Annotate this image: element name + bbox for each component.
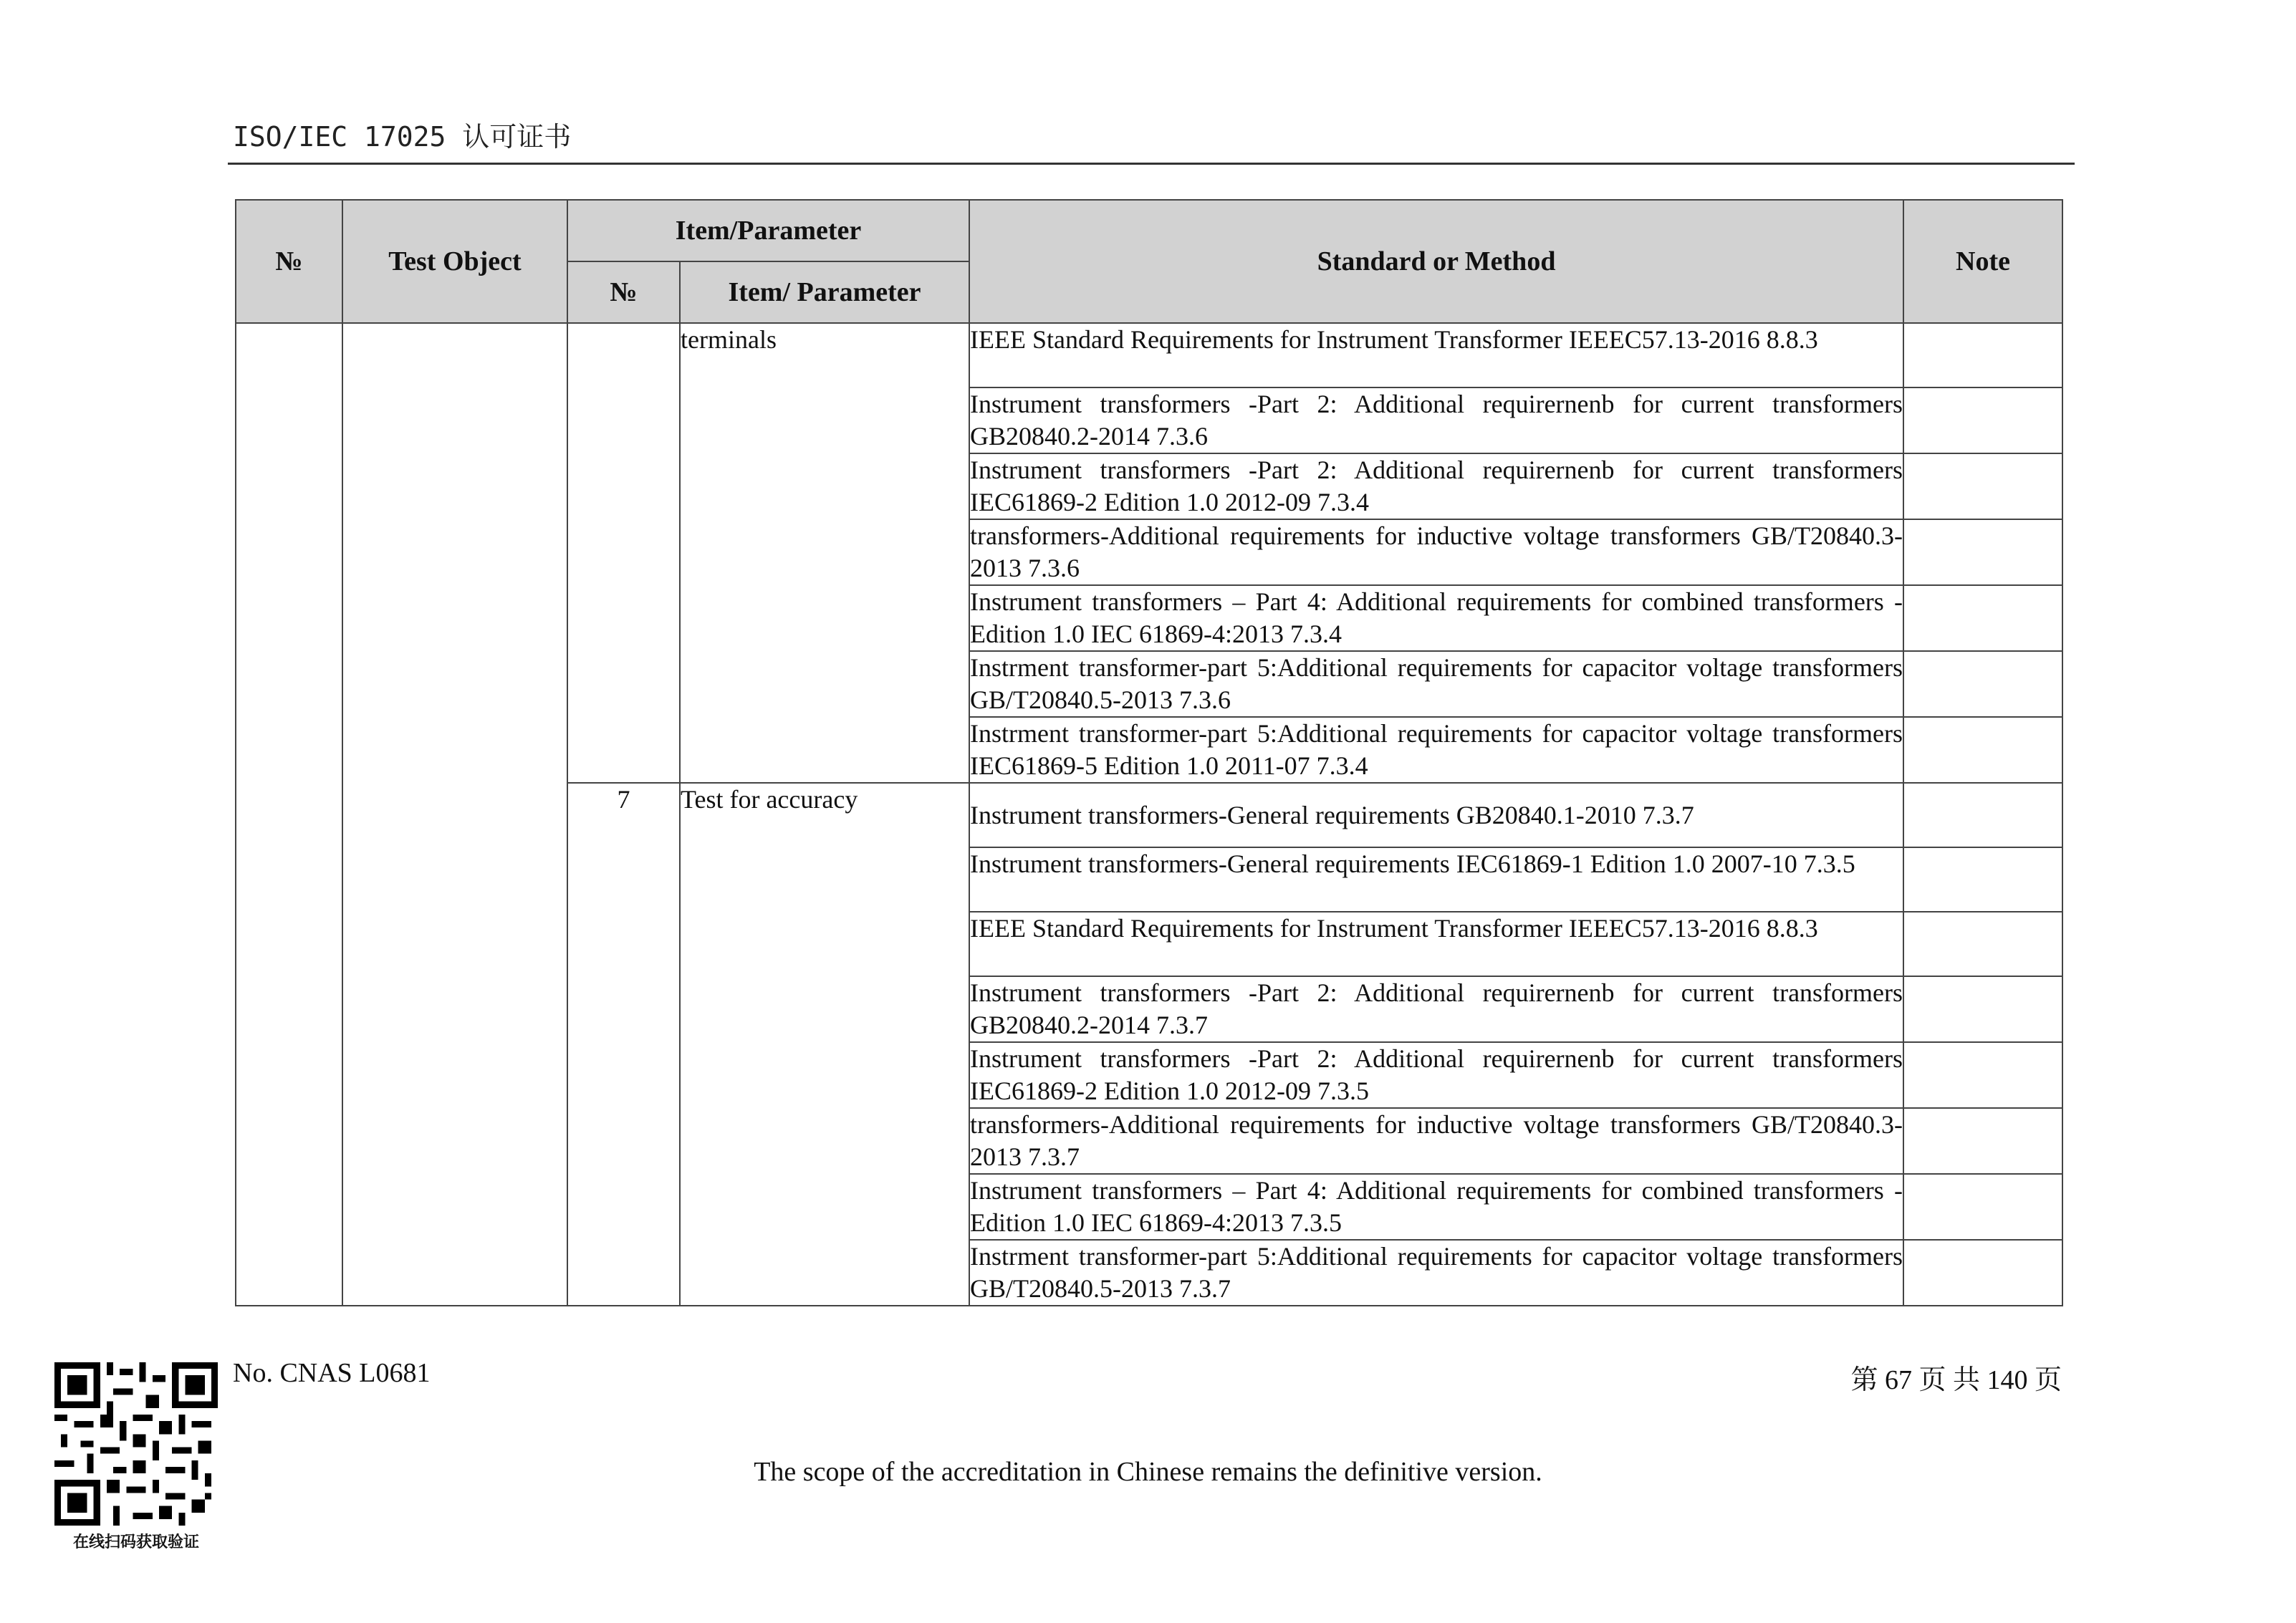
col-header-sub-item: Item/ Parameter [680, 261, 969, 323]
cell-note [1903, 519, 2062, 585]
col-header-note: Note [1903, 200, 2062, 323]
col-header-no: № [236, 200, 342, 323]
cell-standard: transformers-Additional requirements for inductive voltage transformers GB/T20840.3-2013 7.3.6 [969, 519, 1903, 585]
cell-standard: Instrument transformers – Part 4: Additional requirements for combined transformers - Edition 1.0 IEC 61869-4:2013 7.3.5 [969, 1174, 1903, 1240]
certificate-number: No. CNAS L0681 [233, 1358, 431, 1388]
cell-sub-no [567, 323, 680, 783]
cell-standard: Instrument transformers – Part 4: Additional requirements for combined transformers - Edition 1.0 IEC 61869-4:2013 7.3.4 [969, 585, 1903, 651]
cell-standard: Instrument transformers-General requirements GB20840.1-2010 7.3.7 [969, 783, 1903, 847]
cell-standard: Instrument transformers -Part 2: Additional requirernenb for current transformers IEC61869-2 Edition 1.0 2012-09 7.3.5 [969, 1042, 1903, 1108]
cell-note [1903, 387, 2062, 453]
cell-note [1903, 585, 2062, 651]
cell-note [1903, 783, 2062, 847]
cell-standard: Instrument transformers -Part 2: Additional requirernenb for current transformers IEC61869-2 Edition 1.0 2012-09 7.3.4 [969, 453, 1903, 519]
document-header-title: ISO/IEC 17025 认可证书 [233, 121, 572, 153]
cell-standard: Instrument transformers -Part 2: Additional requirernenb for current transformers GB20840.2-2014 7.3.7 [969, 976, 1903, 1042]
col-header-item-parameter: Item/Parameter [567, 200, 969, 261]
table-row [236, 323, 2062, 387]
cell-item-parameter: Test for accuracy [680, 783, 969, 1306]
cell-note [1903, 976, 2062, 1042]
col-header-test-object: Test Object [342, 200, 567, 323]
col-header-standard: Standard or Method [969, 200, 1903, 323]
page-indicator: 第 67 页 共 140 页 [1850, 1365, 2062, 1395]
cell-no [236, 323, 342, 1306]
cell-note [1903, 912, 2062, 976]
col-header-sub-no: № [567, 261, 680, 323]
cell-standard: Instrment transformer-part 5:Additional requirements for capacitor voltage transformers GB/T20840.5-2013 7.3.7 [969, 1240, 1903, 1306]
cell-note [1903, 651, 2062, 717]
scope-note: The scope of the accreditation in Chinese remains the definitive version. [754, 1457, 1542, 1487]
cell-test-object [342, 323, 567, 1306]
qr-code-icon[interactable] [54, 1362, 218, 1526]
cell-note [1903, 1042, 2062, 1108]
cell-standard: Instrument transformers-General requirements IEC61869-1 Edition 1.0 2007-10 7.3.5 [969, 847, 1903, 912]
cell-standard: Instrument transformers -Part 2: Additional requirernenb for current transformers GB20840.2-2014 7.3.6 [969, 387, 1903, 453]
cell-note [1903, 323, 2062, 387]
cell-standard: Instrment transformer-part 5:Additional requirements for capacitor voltage transformers IEC61869-5 Edition 1.0 2011-07 7.3.4 [969, 717, 1903, 783]
cell-standard: transformers-Additional requirements for inductive voltage transformers GB/T20840.3-2013 7.3.7 [969, 1108, 1903, 1174]
cell-note [1903, 717, 2062, 783]
cell-standard: IEEE Standard Requirements for Instrument Transformer IEEEC57.13-2016 8.8.3 [969, 323, 1903, 387]
cell-standard: Instrment transformer-part 5:Additional requirements for capacitor voltage transformers GB/T20840.5-2013 7.3.6 [969, 651, 1903, 717]
header-rule [228, 163, 2075, 165]
qr-caption: 在线扫码获取验证 [72, 1533, 199, 1551]
cell-note [1903, 1108, 2062, 1174]
cell-note [1903, 1174, 2062, 1240]
cell-sub-no: 7 [567, 783, 680, 1306]
cell-item-parameter: terminals [680, 323, 969, 783]
cell-note [1903, 1240, 2062, 1306]
accreditation-scope-table [235, 199, 2063, 1306]
cell-standard: IEEE Standard Requirements for Instrument Transformer IEEEC57.13-2016 8.8.3 [969, 912, 1903, 976]
cell-note [1903, 847, 2062, 912]
cell-note [1903, 453, 2062, 519]
